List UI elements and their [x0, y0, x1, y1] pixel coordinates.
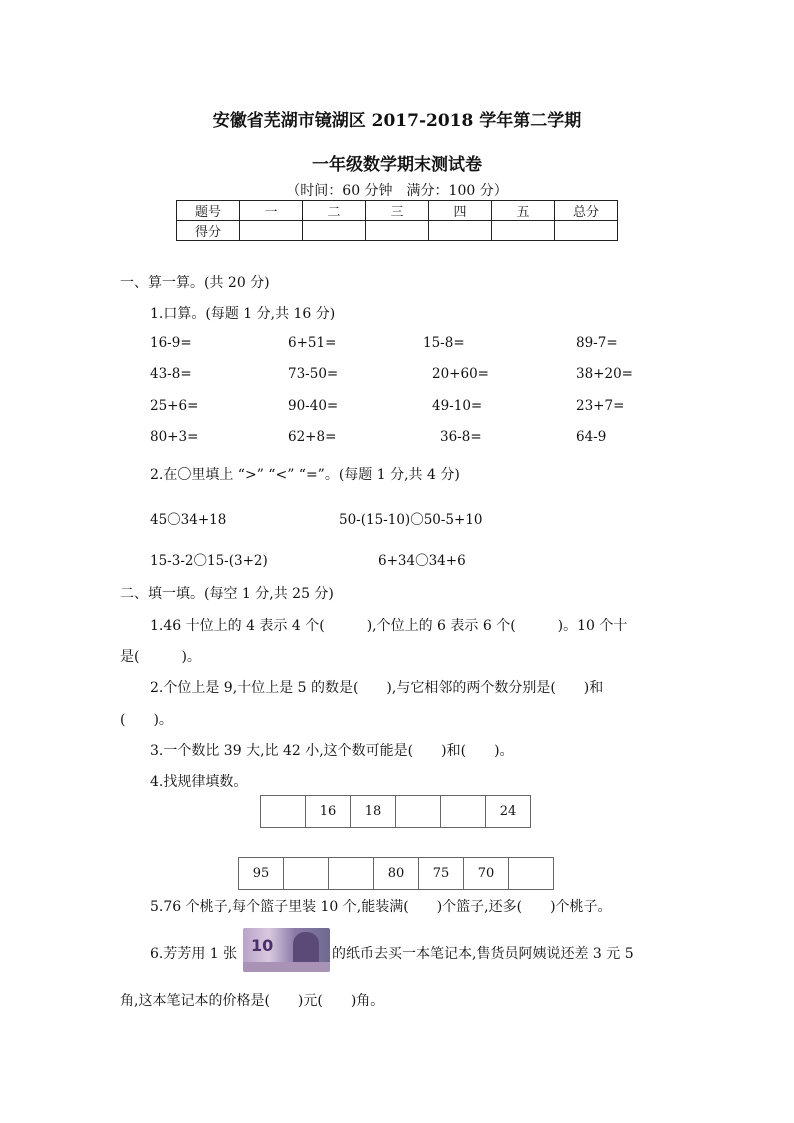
section2-q2-line2: ( )。 [120, 712, 173, 728]
sequence-cell [396, 796, 441, 828]
section1-q1-title: 1.口算。(每题 1 分,共 16 分) [150, 306, 336, 322]
score-col-4: 四 [429, 201, 492, 221]
mental-math-item: 23+7= [576, 398, 625, 414]
sequence-cell: 18 [351, 796, 396, 828]
sequence-cell [284, 858, 329, 890]
score-col-total: 总分 [555, 201, 618, 221]
banknote-value: 10 [251, 936, 274, 955]
mental-math-item: 89-7= [576, 335, 618, 351]
score-cell [555, 221, 618, 241]
mental-math-item: 15-8= [423, 335, 465, 351]
mental-math-item: 25+6= [150, 398, 199, 414]
compare-item: 15-3-2〇15-(3+2) [150, 553, 268, 569]
score-value-row [177, 221, 618, 241]
mental-math-item: 36-8= [440, 429, 482, 445]
exam-title-line1: 安徽省芜湖市镜湖区 2017-2018 学年第二学期 [212, 111, 582, 131]
score-cell [303, 221, 366, 241]
sequence-cell: 80 [374, 858, 419, 890]
score-row-label: 得分 [177, 221, 240, 241]
mental-math-item: 73-50= [288, 366, 339, 382]
ten-yuan-banknote-image [243, 928, 330, 972]
mental-math-item: 38+20= [576, 366, 633, 382]
compare-item: 6+34〇34+6 [378, 553, 466, 569]
section2-q6-part2: 的纸币去买一本笔记本,售货员阿姨说还差 3 元 5 [332, 946, 634, 962]
score-cell [240, 221, 303, 241]
score-col-3: 三 [366, 201, 429, 221]
section2-q1-line2: 是( )。 [120, 649, 201, 665]
sequence-cell: 70 [464, 858, 509, 890]
exam-title-line2: 一年级数学期末测试卷 [312, 155, 482, 175]
score-table [176, 200, 618, 241]
sequence-cell [329, 858, 374, 890]
mental-math-item: 20+60= [432, 366, 489, 382]
compare-item: 45〇34+18 [150, 512, 227, 528]
score-col-5: 五 [492, 201, 555, 221]
score-col-1: 一 [240, 201, 303, 221]
section2-heading: 二、填一填。(每空 1 分,共 25 分) [120, 586, 334, 602]
section2-q6-part1: 6.芳芳用 1 张 [150, 946, 238, 962]
score-header-row [177, 201, 618, 221]
sequence-cell: 75 [419, 858, 464, 890]
section1-heading: 一、算一算。(共 20 分) [120, 275, 270, 291]
banknote-strip [243, 962, 330, 972]
score-row-label: 题号 [177, 201, 240, 221]
sequence-cell [261, 796, 306, 828]
compare-item: 50-(15-10)〇50-5+10 [339, 512, 483, 528]
sequence-cell [509, 858, 554, 890]
mental-math-item: 43-8= [150, 366, 192, 382]
section2-q1-line1: 1.46 十位上的 4 表示 4 个( ),个位上的 6 表示 6 个( )。10 个十 [150, 618, 628, 634]
mental-math-item: 16-9= [150, 335, 192, 351]
mental-math-item: 49-10= [432, 398, 483, 414]
mental-math-item: 64-9 [576, 429, 607, 445]
section2-q6-line2: 角,这本笔记本的价格是( )元( )角。 [120, 993, 385, 1009]
sequence-cell: 24 [486, 796, 531, 828]
score-cell [366, 221, 429, 241]
mental-math-item: 6+51= [288, 335, 337, 351]
sequence-cell: 95 [239, 858, 284, 890]
score-cell [492, 221, 555, 241]
score-cell [429, 221, 492, 241]
sequence-cell: 16 [306, 796, 351, 828]
pattern-sequence-1 [260, 795, 531, 828]
mental-math-item: 90-40= [288, 398, 339, 414]
score-col-2: 二 [303, 201, 366, 221]
mental-math-item: 80+3= [150, 429, 199, 445]
section1-q2-title: 2.在〇里填上 “>” “<” “=”。(每题 1 分,共 4 分) [150, 467, 460, 483]
exam-subtitle: （时间：60 分钟 满分：100 分） [286, 183, 508, 199]
section2-q5: 5.76 个桃子,每个篮子里装 10 个,能装满( )个篮子,还多( )个桃子。 [150, 899, 612, 915]
pattern-sequence-2 [238, 857, 554, 890]
section2-q4: 4.找规律填数。 [150, 774, 248, 790]
section2-q2-line1: 2.个位上是 9,十位上是 5 的数是( ),与它相邻的两个数分别是( )和 [150, 680, 604, 696]
section2-q3: 3.一个数比 39 大,比 42 小,这个数可能是( )和( )。 [150, 743, 514, 759]
mental-math-item: 62+8= [288, 429, 337, 445]
sequence-cell [441, 796, 486, 828]
